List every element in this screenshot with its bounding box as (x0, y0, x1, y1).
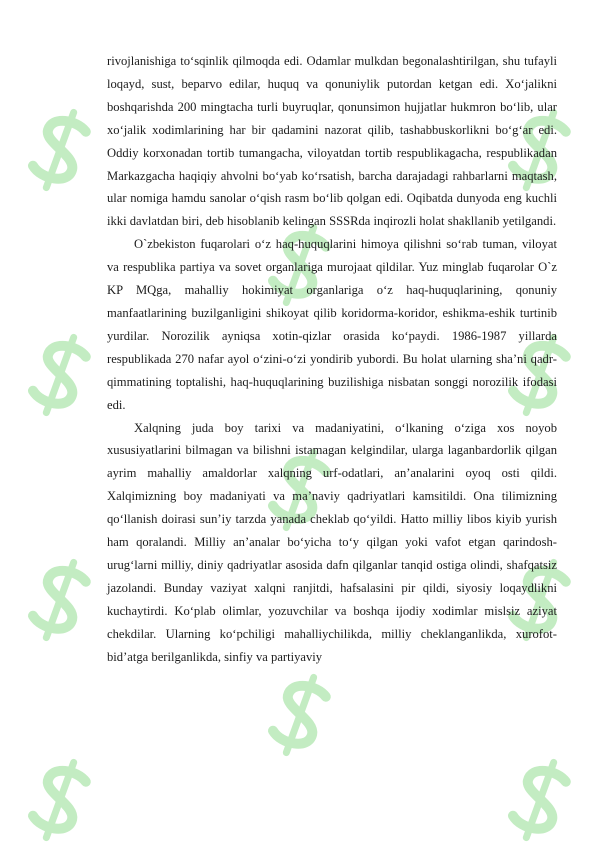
dollar-sign-icon (28, 106, 91, 194)
paragraph-2: O`zbekiston fuqarolari o‘z haq-huquqlarini himoya qilishni so‘rab tuman, viloyat va respublika partiya va sovet organlariga murojaat qildilar. Yuz minglab fuqarolar O`z KP MQga, mahalliy hokimiyat organlariga o‘z haq-huquqlarining, qonuniy manfaatlarining buzilganligini shikoyat qilib koridorma-koridor, eshikma-eshik turtinib yurdilar. Norozilik ayniqsa xotin-qizlar orasida ko‘paydi. 1986-1987 yillarda respublikada 270 nafar ayol o‘zini-o‘zi yondirib yubordi. Bu holat ularning sha’ni qadr-qimmatining toptalishi, haq-huquqlarining buzilishiga nisbatan songgi norozilik ifodasi edi. (107, 237, 557, 412)
dollar-sign-icon (28, 556, 91, 644)
dollar-sign-icon (28, 756, 91, 842)
paragraph-3: Xalqning juda boy tarixi va madaniyatini, o‘lkaning o‘ziga xos noyob xususiyatlarini bilmagan va bilishni istamagan kelgindilar, ularga laganbardorlik qilgan ayrim mahalliy amaldorlar xalqning urf-odatlari, an’analarini oyoq osti qildi. Xalqimizning boy madaniyati va ma’naviy qadriyatlari kamsitildi. Ona tilimizning qo‘llanish doirasi sun’iy tarzda yanada cheklab qo‘yildi. Hatto milliy libos kiyib yurish ham qoralandi. Milliy an’analar bo‘yicha to‘y qilgan yoki vafot etgan qarindosh-urug‘larni milliy, diniy qadriyatlar asosida dafn qilganlar tanqid ostiga olindi, shafqatsiz jazolandi. Bunday vaziyat xalqni ranjitdi, hafsalasini pir qildi, siyosiy loqaydlikni kuchaytirdi. Ko‘plab olimlar, yozuvchilar va boshqa ijodiy xodimlar mislsiz aziyat chekdilar. Ularning ko‘pchiligi mahalliychilikda, milliy cheklanganlikda, xurofot-bid’atga berilganlikda, sinfiy va partiyaviy (107, 420, 557, 664)
body-text (107, 50, 557, 668)
paragraph-1: rivojlanishiga to‘sqinlik qilmoqda edi. Odamlar mulkdan begonalashtirilgan, shu tufayli loqayd, sust, beparvo edilar, huquq va qonuniylik putordan ketgan edi. Xo‘jalikni boshqarishda 200 mingtacha turli buyruqlar, qonunsimon hujjatlar hukmron bo‘lib, ular xo‘jalik xodimlarining har bir qadamini nazorat qilib, tashabbuskorlikni bo‘g‘ar edi. Oddiy korxonadan tortib tumangacha, viloyatdan tortib respublikagacha, respublikadan Markazgacha haqiqiy ahvolni bo‘yab ko‘rsatish, barcha darajadagi rahbarlarni maqtash, ular nomiga hamdu sanolar o‘qish rasm bo‘lib qolgan edi. Oqibatda dunyoda eng kuchli ikki davlatdan biri, deb hisoblanib kelingan SSSRda inqirozli holat shakllanib yetilgandi. (107, 54, 557, 229)
dollar-sign-icon (28, 331, 91, 419)
dollar-sign-icon (508, 756, 571, 842)
dollar-sign-icon (268, 671, 331, 759)
